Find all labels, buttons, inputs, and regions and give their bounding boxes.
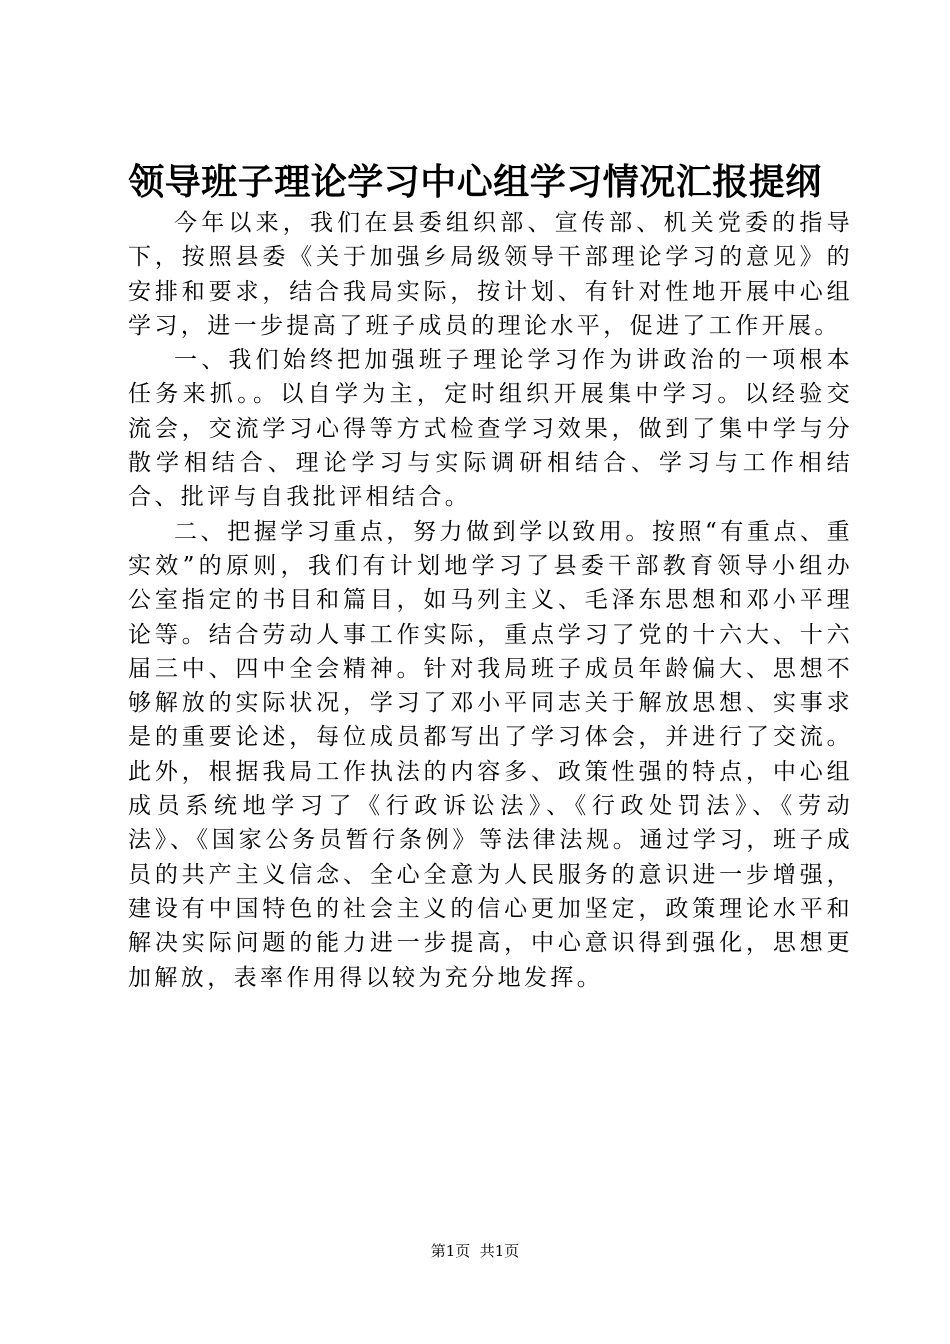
paragraph-section-one: 一、我们始终把加强班子理论学习作为讲政治的一项根本任务来抓。。以自学为主，定时组织开展集中学习。以经验交流会，交流学习心得等方式检查学习效果，做到了集中学与分散学相结合、理论学习与实际调研相结合、学习与工作相结合、批评与自我批评相结合。 bbox=[128, 347, 853, 511]
paragraph-intro: 今年以来，我们在县委组织部、宣传部、机关党委的指导下，按照县委《关于加强乡局级领导干部理论学习的意见》的安排和要求，结合我局实际，按计划、有针对性地开展中心组学习，进一步提高了班子成员的理论水平，促进了工作开展。 bbox=[128, 210, 853, 339]
document-title: 领导班子理论学习中心组学习情况汇报提纲 bbox=[128, 161, 822, 203]
document-body bbox=[128, 206, 853, 995]
paragraph-section-two: 二、把握学习重点，努力做到学以致用。按照“有重点、重实效”的原则，我们有计划地学习了县委干部教育领导小组办公室指定的书目和篇目，如马列主义、毛泽东思想和邓小平理论等。结合劳动人事工作实际，重点学习了党的十六大、十六届三中、四中全会精神。针对我局班子成员年龄偏大、思想不够解放的实际状况，学习了邓小平同志关于解放思想、实事求是的重要论述，每位成员都写出了学习体会，并进行了交流。此外，根据我局工作执法的内容多、政策性强的特点，中心组成员系统地学习了《行政诉讼法》、《行政处罚法》、《劳动法》、《国家公务员暂行条例》等法律法规。通过学习，班子成员的共产主义信念、全心全意为人民服务的意识进一步增强，建设有中国特色的社会主义的信心更加坚定，政策理论水平和解决实际问题的能力进一步提高，中心意识得到强化，思想更加解放，表率作用得以较为充分地发挥。 bbox=[128, 518, 853, 991]
page-footer: 第1页 共1页 bbox=[430, 1242, 520, 1260]
